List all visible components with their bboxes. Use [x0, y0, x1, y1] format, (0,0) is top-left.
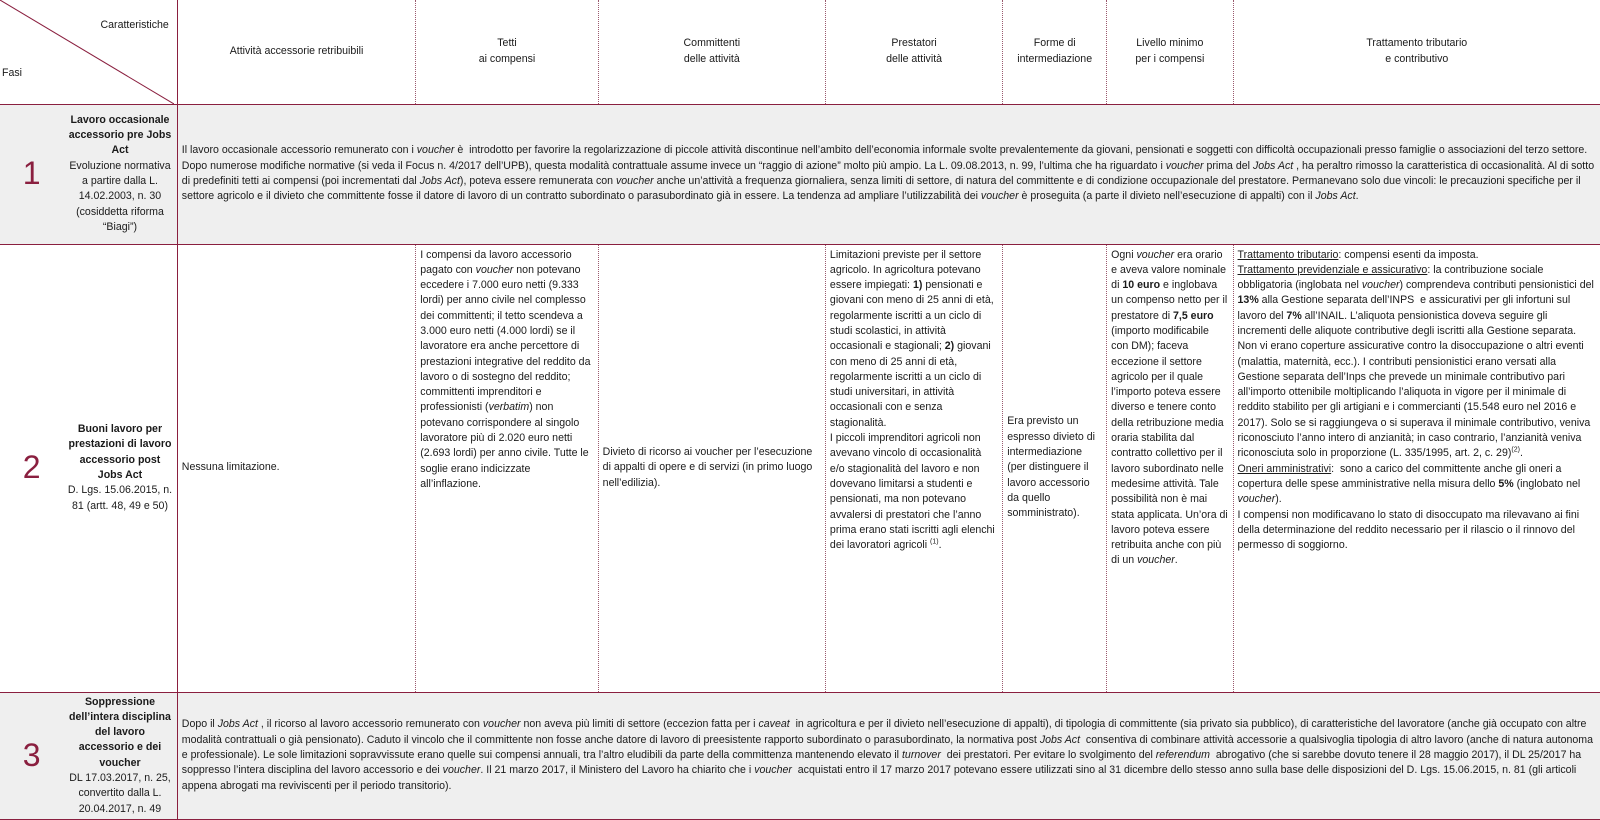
header-row [0, 0, 1600, 104]
phase-cell [63, 692, 177, 819]
phase-cell [63, 244, 177, 692]
phase-detail: Evoluzione normativa a partire dalla L. 14.02.2003, n. 30 (cosiddetta riforma “Biagi”) [69, 159, 171, 233]
diagonal-line [0, 0, 174, 104]
fasi-label: Fasi [2, 67, 23, 80]
phase-description: Dopo il Jobs Act , il ricorso al lavoro accessorio remunerato con voucher non aveva più limiti di settore (eccezion fatta per i caveat in agricoltura e per il divieto nell’esecuzione di appalti), di tipologia di committente (sia privato sia pubblico), di caratteristiche del lavoratore (anche già occupato con altre modalità contrattuali o già pensionato). Caduto il vincolo che il committente non fosse anche datore di lavoro di preesistente rapporto subordinato o parasubordinato, la normativa post Jobs Act consentiva di combinare attività accessorie a qualsivoglia tipologia di altro lavoro (anche di natura autonoma e professionale). Le sole limitazioni sopravvissute erano quelle sui compensi annuali, tra l’altro eludibili da parte della committenza mantenendo elevato il turnover dei prestatori. Per evitare lo svolgimento del referendum abrogativo (che si sarebbe dovuto tenere il 28 maggio 2017), il DL 25/2017 ha soppresso l’intera disciplina del lavoro accessorio e dei voucher. Il 21 marzo 2017, il Ministero del Lavoro ha chiarito che i voucher acquistati entro il 17 marzo 2017 potevano essere utilizzati sino al 31 dicembre dello stesso anno sulla base delle disposizioni del D. Lgs. 15.06.2015, n. 81 (gli articoli appena abrogati ma reviviscenti per il periodo transitorio). [177, 692, 1600, 819]
livello-cell: Ogni voucher era orario e aveva valore nominale di 10 euro e inglobava un compenso netto per il prestatore di 7,5 euro (importo modificabile con DM); faceva eccezione il settore agricolo per il quale l’importo poteva essere diverso e tenere conto della retribuzione media oraria stabilita dal contratto collettivo per il lavoro subordinato nelle medesime attività. Tale possibilità non è mai stata applicata. Un’ora di lavoro poteva essere retribuita anche con più di un voucher. [1107, 244, 1233, 692]
phase-number: 3 [0, 692, 63, 819]
attivita-cell: Nessuna limitazione. [177, 244, 415, 692]
caratteristiche-label: Caratteristiche [100, 19, 169, 31]
phase-cell [63, 104, 177, 244]
col-header-forme: Forme di intermediazione [1003, 0, 1107, 104]
trattamento-cell: Trattamento tributario: compensi esenti da imposta. Trattamento previdenziale e assicurativo: la contribuzione sociale obbligatoria (inglobata nel voucher) comprendeva contributi pensionistici del 13% alla Gestione separata dell’INPS e assicurativi per gli infortuni sul lavoro del 7% all’INAIL. L’aliquota pensionistica doveva seguire gli incrementi delle aliquote contributive degli iscritti alla Gestione separata. Non vi erano coperture assicurative contro la disoccupazione o altri eventi (malattia, maternità, ecc.). I contributi pensionistici erano versati alla Gestione separata dell’Inps che prevede un minimale contributivo pari all’importo ottenibile moltiplicando l’aliquota in vigore per il minimale di reddito stabilito per gli artigiani e i commercianti (15.548 euro nel 2016 e 2017). Solo se si raggiungeva o si superava il minimale contributivo, veniva riconosciuto l’anno intero di anzianità; in caso contrario, l’anzianità veniva riconosciuta solo in proporzione (L. 335/1995, art. 2, c. 29)$^{(2)}$. Oneri amministrativi: sono a carico del committente anche gli oneri a copertura delle spese amministrative nella misura dello 5% (inglobato nel voucher). I compensi non modificavano lo stato di disoccupato ma rilevavano ai fini della determinazione del reddito necessario per il rilascio o il rinnovo del permesso di soggiorno. [1233, 244, 1600, 692]
prestatori-cell: Limitazioni previste per il settore agricolo. In agricoltura potevano essere impiegati: 1) pensionati e giovani con meno di 25 anni di età, regolarmente iscritti a un ciclo di studi scolastici, in attività occasionali e stagionali; 2) giovani con meno di 25 anni di età, regolarmente iscritti a un ciclo di studi universitari, in attività occasionali con e senza stagionalità. I piccoli imprenditori agricoli non avevano vincolo di occasionalità e/o stagionalità del lavoro e non dovevano limitarsi a studenti e pensionati, ma non potevano avvalersi di prestatori che l’anno prima erano stati iscritti agli elenchi dei lavoratori agricoli $^{(1)}$. [825, 244, 1002, 692]
col-header-attivita: Attività accessorie retribuibili [229, 45, 364, 58]
phase-number: 2 [0, 244, 63, 692]
phase-detail: D. Lgs. 15.06.2015, n. 81 (artt. 48, 49 e 50) [67, 484, 173, 512]
col-header-prestatori: Prestatori delle attività [825, 0, 1002, 104]
phase-title: Soppressione dell’intera disciplina del lavoro accessorio e dei voucher [69, 695, 171, 769]
col-header-committenti: Committenti delle attività [598, 0, 825, 104]
phase-number: 1 [0, 104, 63, 244]
col-header-tetti: Tetti ai compensi [416, 0, 598, 104]
table-row [0, 244, 1600, 692]
table-row [0, 104, 1600, 244]
col-header-trattamento: Trattamento tributario e contributivo [1233, 0, 1600, 104]
phase-title: Buoni lavoro per prestazioni di lavoro accessorio post Jobs Act [68, 423, 172, 481]
forme-cell: Era previsto un espresso divieto di intermediazione (per distinguere il lavoro accessorio da quello somministrato). [1003, 244, 1107, 692]
committenti-cell: Divieto di ricorso ai voucher per l’esecuzione di appalti di opere e di servizi (in primo luogo nell’edilizia). [598, 244, 825, 692]
phase-detail: DL 17.03.2017, n. 25, convertito dalla L. 20.04.2017, n. 49 [69, 771, 171, 815]
phase-description: Il lavoro occasionale accessorio remunerato con i voucher è introdotto per favorire la regolarizzazione di piccole attività discontinue nell’ambito dell’economia informale svolte prevalentemente da giovani, pensionati e soggetti con difficoltà occupazionali presso famiglie o associazioni del terzo settore. Dopo numerose modifiche normative (si veda il Focus n. 4/2017 dell’UPB), questa modalità contrattuale assume invece un “raggio di azione” molto più ampio. La L. 09.08.2013, n. 99, l’ultima che ha riguardato i voucher prima del Jobs Act , ha peraltro rimosso la caratteristica di occasionalità. Al di sotto di predefiniti tetti ai compensi (poi incrementati dal Jobs Act), poteva essere remunerata con voucher anche un’attività a frequenza giornaliera, senza limiti di settore, di natura del committente e di condizione occupazionale del prestatore. Permanevano solo due vincoli: le precauzioni specifiche per il settore agricolo e il divieto che committente fosse il datore di lavoro di un contratto subordinato o parasubordinato già in essere. La tendenza ad ampliare l’utilizzabilità dei voucher è proseguita (a parte il divieto nell’esecuzione di appalti) con il Jobs Act. [177, 104, 1600, 244]
phase-title: Lavoro occasionale accessorio pre Jobs Act [68, 113, 172, 157]
tetti-cell: I compensi da lavoro accessorio pagato con voucher non potevano eccedere i 7.000 euro netti (9.333 lordi) per anno civile nel complesso dei committenti; il tetto scendeva a 3.000 euro netti (4.000 lordi) se il lavoratore era anche percettore di prestazioni integrative del reddito da lavoro o di sostegno del reddito; committenti imprenditori e professionisti (verbatim) non potevano corrispondere al singolo lavoratore più di 2.020 euro netti (2.693 lordi) per anno civile. Tutte le soglie erano indicizzate all’inflazione. [416, 244, 598, 692]
col-header-livello: Livello minimo per i compensi [1107, 0, 1233, 104]
table-row [0, 692, 1600, 819]
corner-header [0, 0, 177, 104]
